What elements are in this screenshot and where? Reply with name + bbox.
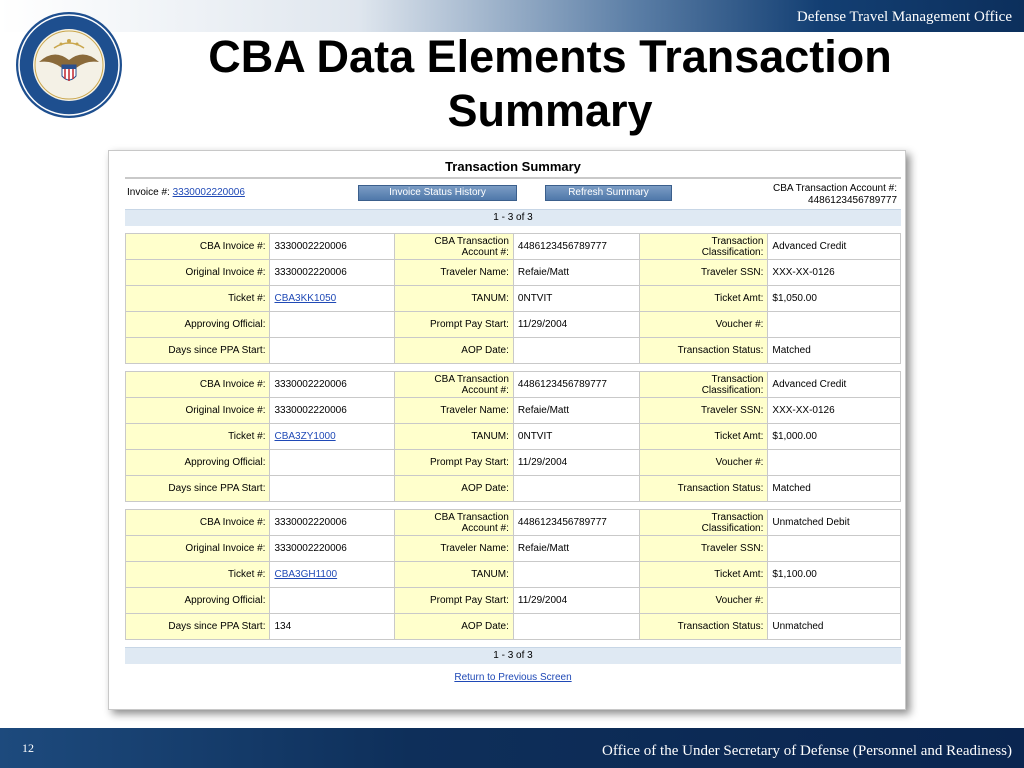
record-row (126, 476, 901, 502)
aop-date-value (513, 476, 639, 502)
invoice-status-history-button[interactable]: Invoice Status History (358, 185, 517, 201)
ticket-link-cell (270, 286, 395, 312)
ticket-link[interactable]: CBA3KK1050 (274, 293, 337, 304)
original-invoice-value: 3330002220006 (270, 260, 395, 286)
refresh-summary-button[interactable]: Refresh Summary (545, 185, 672, 201)
voucher-label: Voucher #: (639, 312, 768, 338)
original-invoice-label: Original Invoice #: (126, 260, 270, 286)
prompt-pay-start-value: 11/29/2004 (513, 588, 639, 614)
transaction-record (125, 371, 901, 502)
original-invoice-value: 3330002220006 (270, 398, 395, 424)
days-since-ppa-label: Days since PPA Start: (126, 614, 270, 640)
classification-label: Transaction Classification: (639, 234, 768, 260)
record-row (126, 398, 901, 424)
traveler-ssn-value (768, 536, 901, 562)
aop-date-label: AOP Date: (395, 614, 514, 640)
record-row (126, 424, 901, 450)
traveler-name-label: Traveler Name: (395, 260, 514, 286)
dod-seal-logo (14, 10, 124, 120)
aop-date-value (513, 614, 639, 640)
original-invoice-label: Original Invoice #: (126, 536, 270, 562)
ticket-amt-value: $1,000.00 (768, 424, 901, 450)
tanum-value: 0NTVIT (513, 424, 639, 450)
tanum-label: TANUM: (395, 286, 514, 312)
pager-top: 1 - 3 of 3 (125, 209, 901, 226)
invoice-label: Invoice #: (127, 187, 170, 198)
ticket-link[interactable]: CBA3ZY1000 (274, 431, 336, 442)
prompt-pay-start-label: Prompt Pay Start: (395, 588, 514, 614)
transaction-record (125, 509, 901, 640)
ticket-label: Ticket #: (126, 562, 270, 588)
traveler-name-label: Traveler Name: (395, 536, 514, 562)
transaction-status-value: Unmatched (768, 614, 901, 640)
record-row (126, 614, 901, 640)
classification-label: Transaction Classification: (639, 510, 768, 536)
cba-account-label: CBA Transaction Account #: (395, 372, 514, 398)
header-org-name: Defense Travel Management Office (796, 9, 1012, 25)
days-since-ppa-label: Days since PPA Start: (126, 476, 270, 502)
record-row (126, 588, 901, 614)
original-invoice-label: Original Invoice #: (126, 398, 270, 424)
voucher-value (768, 312, 901, 338)
slide-number: 12 (22, 741, 34, 755)
record-row (126, 260, 901, 286)
traveler-name-value: Refaie/Matt (513, 536, 639, 562)
tanum-label: TANUM: (395, 562, 514, 588)
classification-label: Transaction Classification: (639, 372, 768, 398)
days-since-ppa-value (270, 338, 395, 364)
traveler-ssn-value: XXX-XX-0126 (768, 260, 901, 286)
transaction-summary-title: Transaction Summary (445, 159, 581, 174)
prompt-pay-start-label: Prompt Pay Start: (395, 450, 514, 476)
account-value: 4486123456789777 (808, 195, 897, 206)
approving-official-label: Approving Official: (126, 450, 270, 476)
tanum-label: TANUM: (395, 424, 514, 450)
cba-account-label: CBA Transaction Account #: (395, 234, 514, 260)
traveler-ssn-label: Traveler SSN: (639, 398, 768, 424)
ticket-amt-value: $1,050.00 (768, 286, 901, 312)
ticket-label: Ticket #: (126, 286, 270, 312)
classification-value: Advanced Credit (768, 372, 901, 398)
slide-title: CBA Data Elements Transaction Summary (208, 31, 892, 136)
approving-official-value (270, 450, 395, 476)
ticket-link[interactable]: CBA3GH1100 (274, 569, 338, 580)
prompt-pay-start-value: 11/29/2004 (513, 450, 639, 476)
prompt-pay-start-label: Prompt Pay Start: (395, 312, 514, 338)
cba-invoice-value: 3330002220006 (270, 372, 395, 398)
records-list (125, 233, 901, 640)
cba-account-value: 4486123456789777 (513, 234, 639, 260)
cba-invoice-value: 3330002220006 (270, 510, 395, 536)
voucher-value (768, 450, 901, 476)
record-row (126, 536, 901, 562)
account-label: CBA Transaction Account #: (773, 183, 897, 194)
voucher-label: Voucher #: (639, 588, 768, 614)
invoice-link[interactable]: 3330002220006 (172, 187, 245, 198)
divider (125, 177, 901, 179)
cba-invoice-value: 3330002220006 (270, 234, 395, 260)
record-row (126, 338, 901, 364)
days-since-ppa-label: Days since PPA Start: (126, 338, 270, 364)
ticket-label: Ticket #: (126, 424, 270, 450)
footer-org-name: Office of the Under Secretary of Defense (Personnel and Readiness) (602, 743, 1012, 759)
transaction-status-label: Transaction Status: (639, 614, 768, 640)
approving-official-value (270, 588, 395, 614)
aop-date-value (513, 338, 639, 364)
ticket-amt-value: $1,100.00 (768, 562, 901, 588)
return-link-area (125, 672, 901, 683)
transaction-status-label: Transaction Status: (639, 476, 768, 502)
ticket-amt-label: Ticket Amt: (639, 424, 768, 450)
transaction-status-value: Matched (768, 338, 901, 364)
tanum-value (513, 562, 639, 588)
ticket-link-cell (270, 424, 395, 450)
account-info (773, 183, 897, 207)
ticket-link-cell (270, 562, 395, 588)
traveler-ssn-value: XXX-XX-0126 (768, 398, 901, 424)
record-row (126, 234, 901, 260)
tanum-value: 0NTVIT (513, 286, 639, 312)
cba-invoice-label: CBA Invoice #: (126, 510, 270, 536)
traveler-ssn-label: Traveler SSN: (639, 260, 768, 286)
transaction-status-value: Matched (768, 476, 901, 502)
transaction-summary-screenshot (108, 150, 906, 710)
approving-official-label: Approving Official: (126, 312, 270, 338)
transaction-record (125, 233, 901, 364)
record-row (126, 286, 901, 312)
ticket-amt-label: Ticket Amt: (639, 562, 768, 588)
cba-invoice-label: CBA Invoice #: (126, 234, 270, 260)
cba-account-label: CBA Transaction Account #: (395, 510, 514, 536)
traveler-name-value: Refaie/Matt (513, 398, 639, 424)
days-since-ppa-value (270, 476, 395, 502)
classification-value: Unmatched Debit (768, 510, 901, 536)
aop-date-label: AOP Date: (395, 476, 514, 502)
traveler-ssn-label: Traveler SSN: (639, 536, 768, 562)
record-row (126, 510, 901, 536)
traveler-name-label: Traveler Name: (395, 398, 514, 424)
voucher-value (768, 588, 901, 614)
original-invoice-value: 3330002220006 (270, 536, 395, 562)
record-row (126, 372, 901, 398)
record-row (126, 562, 901, 588)
ticket-amt-label: Ticket Amt: (639, 286, 768, 312)
approving-official-value (270, 312, 395, 338)
classification-value: Advanced Credit (768, 234, 901, 260)
cba-invoice-label: CBA Invoice #: (126, 372, 270, 398)
cba-account-value: 4486123456789777 (513, 372, 639, 398)
summary-toolbar (125, 183, 901, 209)
voucher-label: Voucher #: (639, 450, 768, 476)
traveler-name-value: Refaie/Matt (513, 260, 639, 286)
prompt-pay-start-value: 11/29/2004 (513, 312, 639, 338)
pager-bottom: 1 - 3 of 3 (125, 647, 901, 664)
days-since-ppa-value: 134 (270, 614, 395, 640)
record-row (126, 312, 901, 338)
aop-date-label: AOP Date: (395, 338, 514, 364)
return-to-previous-link[interactable]: Return to Previous Screen (454, 672, 572, 683)
record-row (126, 450, 901, 476)
invoice-info (127, 187, 245, 198)
approving-official-label: Approving Official: (126, 588, 270, 614)
cba-account-value: 4486123456789777 (513, 510, 639, 536)
transaction-status-label: Transaction Status: (639, 338, 768, 364)
